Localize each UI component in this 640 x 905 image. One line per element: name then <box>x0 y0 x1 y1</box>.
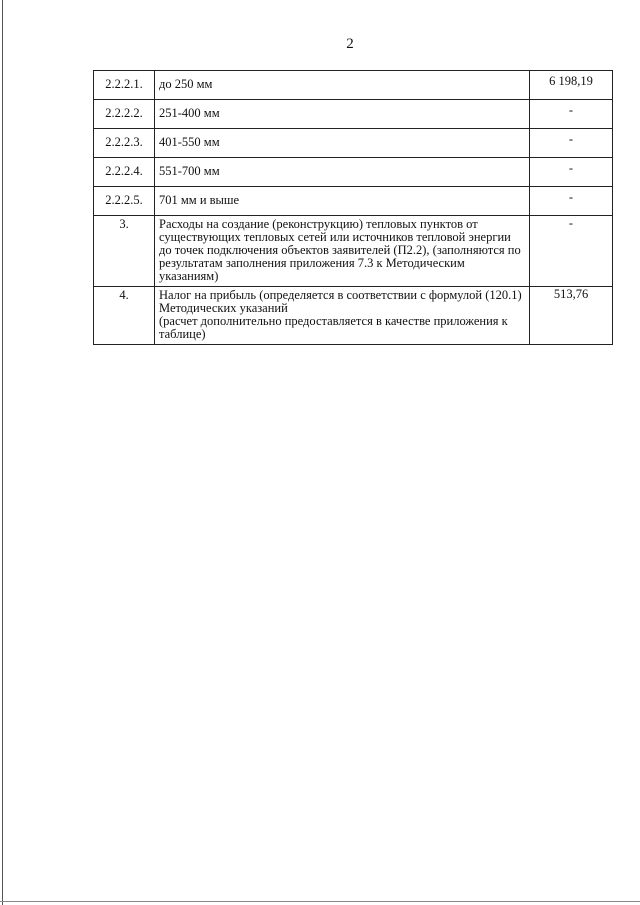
row-description: Налог на прибыль (определяется в соответствии с формулой (120.1) Методических указаний (расчет дополнительно предоставляется в качестве приложения к таблице) <box>155 287 530 345</box>
row-description: до 250 мм <box>155 71 530 100</box>
page-number: 2 <box>346 36 354 52</box>
table-row <box>94 187 613 216</box>
row-number: 2.2.2.2. <box>94 100 155 129</box>
row-description: 401-550 мм <box>155 129 530 158</box>
row-value: 6 198,19 <box>530 71 613 100</box>
cost-table <box>93 70 613 345</box>
row-value: - <box>530 100 613 129</box>
row-description: Расходы на создание (реконструкцию) тепловых пунктов от существующих тепловых сетей или источников тепловой энергии до точек подключения объектов заявителей (П2.2), (заполняются по результатам заполнения приложения 7.3 к Методическим указаниям) <box>155 216 530 287</box>
row-description: 551-700 мм <box>155 158 530 187</box>
table-row <box>94 158 613 187</box>
row-description: 701 мм и выше <box>155 187 530 216</box>
row-number: 2.2.2.5. <box>94 187 155 216</box>
table-row <box>94 287 613 345</box>
row-value: - <box>530 187 613 216</box>
row-value: - <box>530 216 613 287</box>
row-number: 2.2.2.1. <box>94 71 155 100</box>
row-number: 4. <box>94 287 155 345</box>
table-row <box>94 100 613 129</box>
row-value: 513,76 <box>530 287 613 345</box>
table-row <box>94 71 613 100</box>
row-value: - <box>530 129 613 158</box>
page-left-edge <box>2 0 3 905</box>
table-row <box>94 129 613 158</box>
row-number: 2.2.2.4. <box>94 158 155 187</box>
row-number: 2.2.2.3. <box>94 129 155 158</box>
table-row <box>94 216 613 287</box>
row-description: 251-400 мм <box>155 100 530 129</box>
row-number: 3. <box>94 216 155 287</box>
row-value: - <box>530 158 613 187</box>
page-bottom-edge <box>0 901 640 902</box>
